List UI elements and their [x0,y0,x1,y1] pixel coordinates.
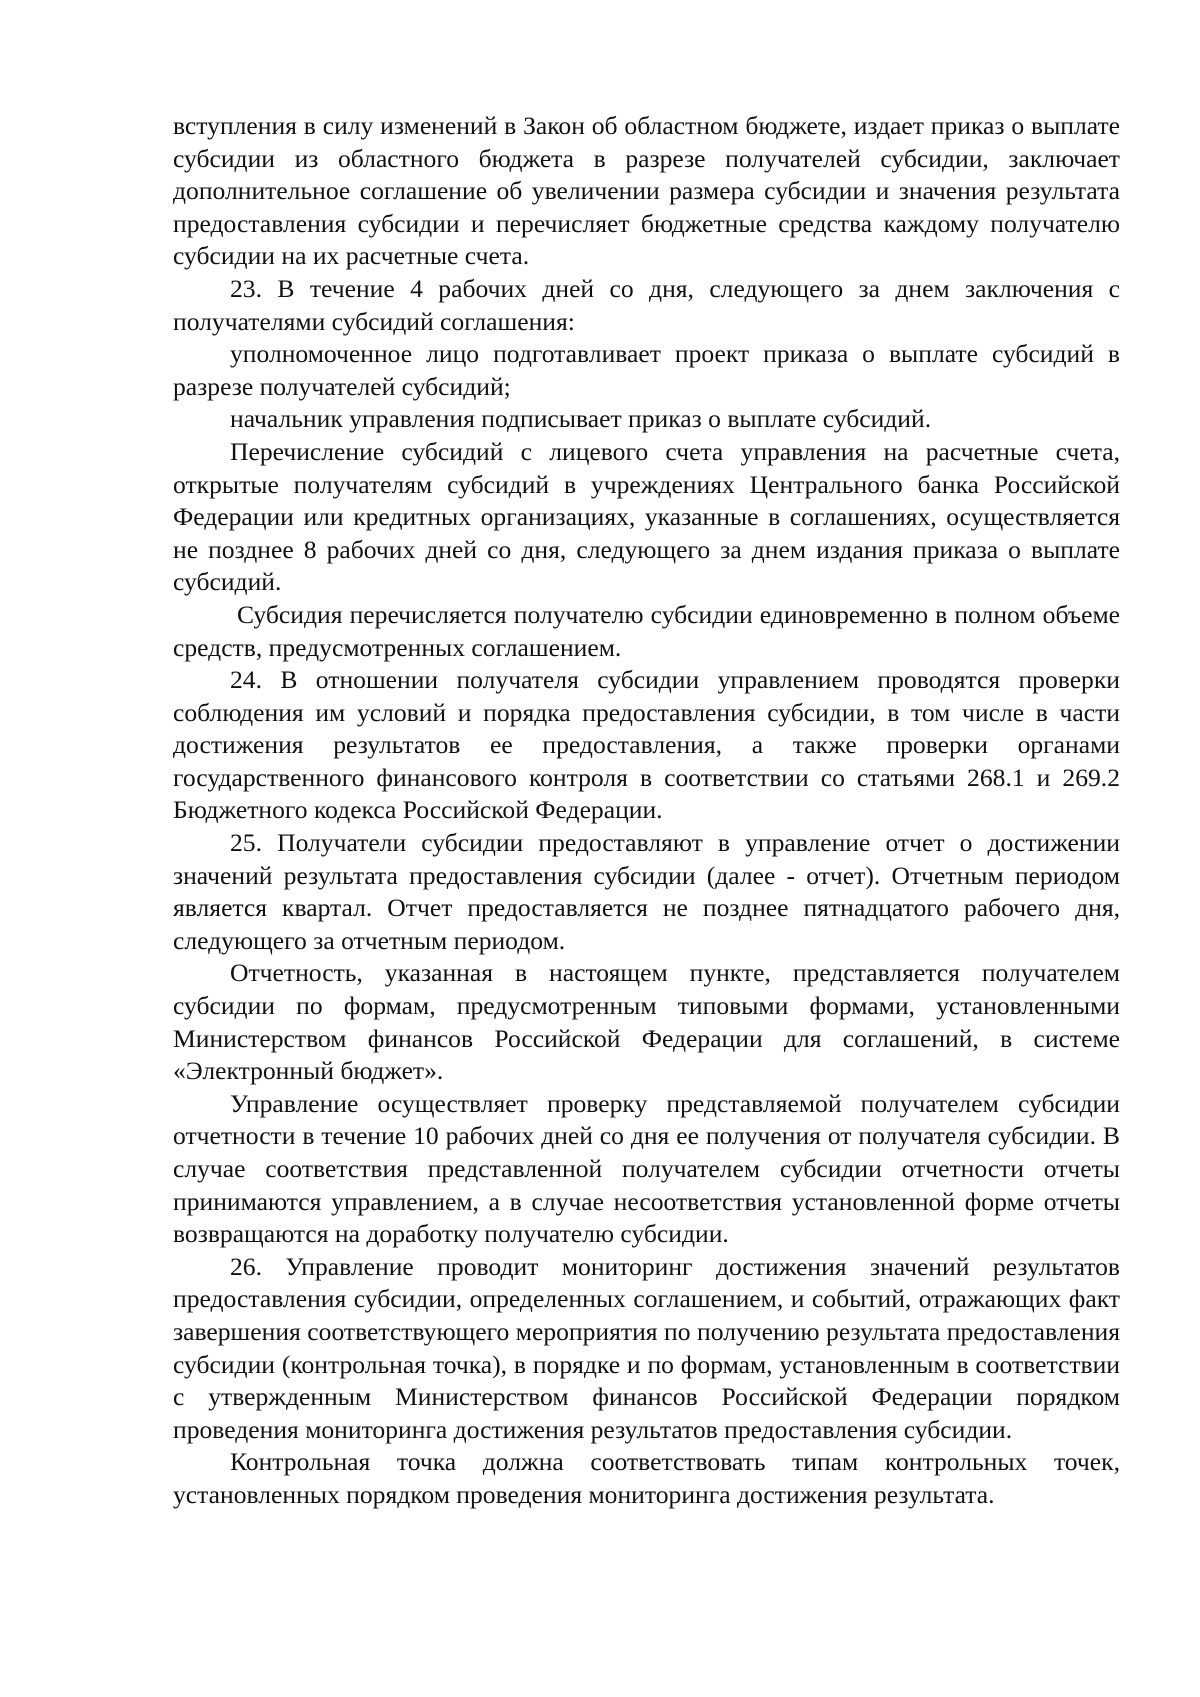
paragraph-transfer: Перечисление субсидий с лицевого счета управления на расчетные счета, открытые получателям субсидий в учреждениях Центрального банка Российской Федерации или кредитных организациях, указанные в соглашениях, осуществляется не позднее 8 рабочих дней со дня, следующего за днем издания приказа о выплате субсидий. [173,436,1120,597]
paragraph-head-signs: начальник управления подписывает приказ о выплате субсидий. [230,404,932,434]
paragraph-item-26: 26. Управление проводит мониторинг достижения значений результатов предоставления субсидии, определенных соглашением, и событий, отражающих факт завершения соответствующего мероприятия по получению результата предоставления субсидии (контрольная точка), в порядке и по формам, установленным в соответствии с утвержденным Министерством финансов Российской Федерации порядком проведения мониторинга достижения результатов предоставления субсидии. [173,1251,1120,1444]
paragraph-item-24: 24. В отношении получателя субсидии управлением проводятся проверки соблюдения им условий и порядка предоставления субсидии, в том числе в части достижения результатов ее предоставления, а также проверки органами государственного финансового контроля в соответствии со статьями 268.1 и 269.2 Бюджетного кодекса Российской Федерации. [173,665,1120,825]
paragraph-item-25: 25. Получатели субсидии предоставляют в управление отчет о достижении значений результата предоставления субсидии (далее - отчет). Отчетным периодом является квартал. Отчет предоставляется не позднее пятнадцатого рабочего дня, следующего за отчетным периодом. [173,828,1120,955]
paragraph-report-check: Управление осуществляет проверку представляемой получателем субсидии отчетности в течение 10 рабочих дней со дня ее получения от получателя субсидии. В случае соответствия представленной получателем субсидии отчетности отчеты принимаются управлением, а в случае несоответствия установленной форме отчеты возвращаются на доработку получателю субсидии. [173,1088,1120,1249]
paragraph-continuation: вступления в силу изменений в Закон об областном бюджете, издает приказ о выплате субсидии из областного бюджета в разрезе получателей субсидии, заключает дополнительное соглашение об увеличении размера субсидии и значения результата предоставления субсидии и перечисляет бюджетные средства каждому получателю субсидии на их расчетные счета. [173,111,1120,271]
paragraph-control-point: Контрольная точка должна соответствовать типам контрольных точек, установленных порядком проведения мониторинга достижения результата. [173,1447,1120,1509]
paragraph-reporting-forms: Отчетность, указанная в настоящем пункте, представляется получателем субсидии по формам, предусмотренным типовыми формами, установленными Министерством финансов Российской Федерации для соглашений, в системе «Электронный бюджет». [173,958,1120,1086]
paragraph-lump-sum: Субсидия перечисляется получателю субсидии единовременно в полном объеме средств, предусмотренных соглашением. [173,599,1120,662]
paragraph-item-23: 23. В течение 4 рабочих дней со дня, следующего за днем заключения с получателями субсидий соглашения: [173,273,1120,336]
paragraph-authorized-person: уполномоченное лицо подготавливает проект приказа о выплате субсидий в разрезе получателей субсидий; [173,339,1120,401]
document-page [173,110,1120,1512]
